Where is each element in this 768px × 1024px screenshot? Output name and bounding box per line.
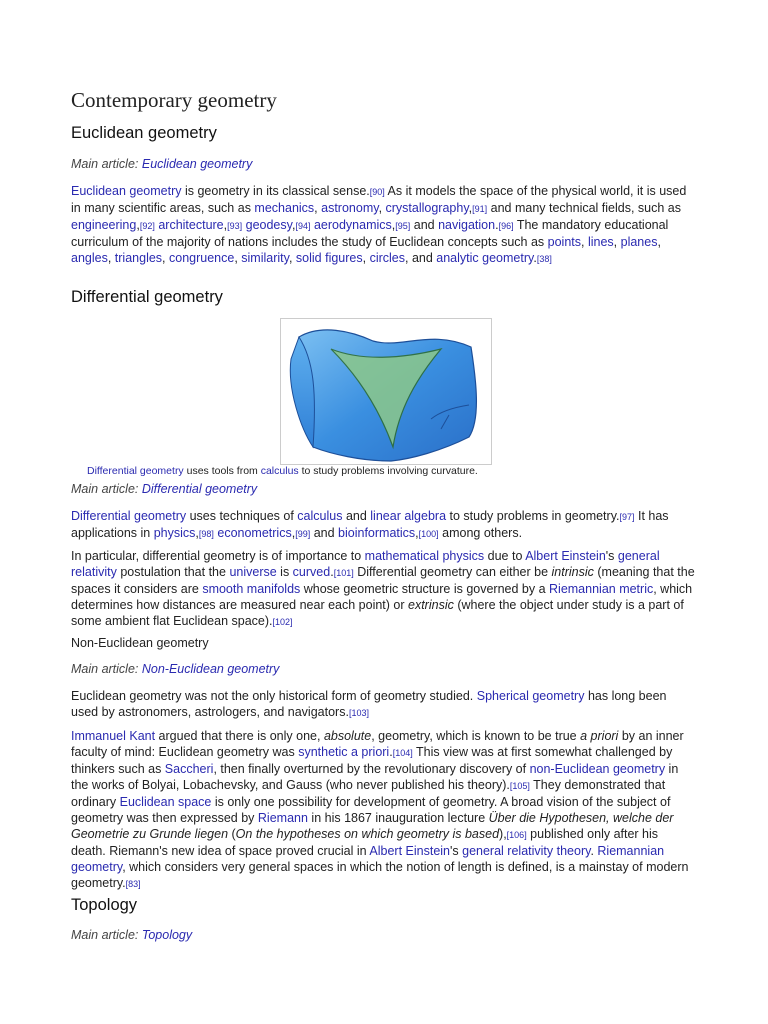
text-run: and [410, 218, 439, 232]
citation-link[interactable]: [90] [369, 187, 385, 197]
text-run: , [657, 235, 661, 249]
citation-link[interactable]: [106] [506, 830, 527, 840]
citation-link[interactable]: [92] [139, 221, 155, 231]
inline-link[interactable]: physics [153, 526, 196, 540]
text-run: , and [405, 251, 437, 265]
text-run: , [378, 201, 386, 215]
text-run: , [581, 235, 588, 249]
italic-text: a priori [580, 729, 619, 743]
inline-link[interactable]: Differential geometry [71, 509, 187, 523]
inline-link[interactable]: Euclidean space [119, 795, 212, 809]
inline-link[interactable]: Riemannian geometry [71, 844, 665, 874]
citation-link[interactable]: [91] [472, 204, 488, 214]
main-article-differential: Main article: Differential geometry [71, 482, 258, 496]
text-run: by an inner faculty of mind: Euclidean geometry was [71, 729, 684, 759]
page-title: Contemporary geometry [71, 88, 277, 112]
text-run: . [590, 844, 598, 858]
inline-link[interactable]: aerodynamics [313, 218, 392, 232]
italic-text: Über die Hypothesen, welche der Geometrie zu Grunde liegen [71, 811, 674, 841]
inline-link[interactable]: points [547, 235, 581, 249]
text-run: . [389, 745, 393, 759]
main-article-non-euclidean: Main article: Non-Euclidean geometry [71, 662, 280, 676]
text-run: has long been used by astronomers, astrologers, and navigators. [71, 689, 667, 719]
text-run: It has applications in [71, 509, 669, 540]
text-run: and many technical fields, such as [487, 201, 682, 215]
citation-link[interactable]: [83] [125, 879, 141, 889]
paragraph-differential-1 [71, 508, 696, 542]
citation-link[interactable]: [96] [498, 221, 514, 231]
text-run: , [468, 201, 473, 215]
citation-link[interactable]: [98] [198, 529, 214, 539]
inline-link[interactable]: angles [71, 251, 108, 265]
text-run: in the works of Bolyai, Lobachevsky, and Gauss (who never published his theory). [71, 762, 679, 792]
citation-link[interactable]: [105] [509, 781, 530, 791]
main-article-link-euclidean[interactable]: Euclidean geometry [141, 157, 253, 171]
text-run: ( [228, 827, 236, 841]
inline-link[interactable]: similarity [241, 251, 289, 265]
inline-link[interactable]: Albert Einstein [369, 844, 451, 858]
italic-text: intrinsic [551, 565, 594, 579]
text-run: to study problems involving curvature. [298, 465, 478, 477]
text-run: uses tools from [183, 465, 261, 477]
citation-link[interactable]: [94] [295, 221, 311, 231]
citation-link[interactable]: [93] [227, 221, 243, 231]
text-run: is geometry in its classical sense. [181, 184, 370, 198]
text-run: , [288, 251, 296, 265]
text-run: . [330, 565, 334, 579]
text-run: , geometry, which is known to be true [371, 729, 581, 743]
text-run: , [391, 218, 396, 232]
inline-link[interactable]: lines [587, 235, 614, 249]
text-run: , [195, 526, 199, 540]
subheading-non-euclidean: Non-Euclidean geometry [71, 636, 209, 650]
italic-text: On the hypotheses on which geometry is based [235, 827, 500, 841]
text-run: is only one possibility for development of geometry. A broad vision of the subject of geometry was then expressed by [71, 795, 671, 825]
text-run: and [310, 526, 339, 540]
inline-link[interactable]: Euclidean geometry [71, 184, 182, 198]
text-run: . [533, 251, 537, 265]
inline-link[interactable]: mechanics [254, 201, 315, 215]
text-run: published only after his death. Riemann's new idea of space proved crucial in [71, 827, 659, 858]
text-run: postulation that the [116, 565, 230, 579]
text-run: , [362, 251, 370, 265]
section-heading-euclidean: Euclidean geometry [71, 124, 217, 142]
inline-link[interactable]: linear algebra [370, 509, 447, 523]
inline-link[interactable]: Saccheri [164, 762, 214, 776]
citation-link[interactable]: [38] [536, 254, 552, 264]
text-run: , which considers very general spaces in which the notion of length is defined, is a mainstay of modern geometry. [71, 860, 689, 890]
main-article-topology: Main article: Topology [71, 928, 193, 942]
inline-link[interactable]: Differential geometry [87, 465, 184, 477]
text-run: , [291, 526, 296, 540]
figure-caption [87, 465, 478, 477]
citation-link[interactable]: [100] [418, 529, 439, 539]
paragraph-non-euclidean-1 [71, 688, 696, 721]
inline-link[interactable]: planes [620, 235, 658, 249]
inline-link[interactable]: bioinformatics [338, 526, 416, 540]
text-run: (meaning that the spaces it considers are [71, 565, 695, 596]
text-run: due to [484, 549, 526, 563]
inline-link[interactable]: geodesy [245, 218, 292, 232]
text-run: , [136, 218, 140, 232]
inline-link[interactable]: astronomy [321, 201, 379, 215]
inline-link[interactable]: analytic geometry [436, 251, 534, 265]
text-run: As it models the space of the physical world, it is used in many scientific areas, such as [71, 184, 687, 215]
inline-link[interactable]: Riemann [257, 811, 308, 825]
text-run: uses techniques of [186, 509, 298, 523]
inline-link[interactable]: smooth manifolds [202, 582, 301, 596]
saddle-surface-image [281, 319, 491, 464]
main-article-link-topology[interactable]: Topology [141, 928, 193, 942]
text-run: . [495, 218, 499, 232]
text-run: , [613, 235, 621, 249]
paragraph-non-euclidean-2 [71, 728, 696, 892]
text-run: is [276, 565, 293, 579]
text-run: argued that there is only one, [155, 729, 324, 743]
citation-link[interactable]: [95] [395, 221, 411, 231]
text-run: , then finally overturned by the revolutionary discovery of [213, 762, 530, 776]
inline-link[interactable]: Riemannian metric [549, 582, 654, 596]
citation-link[interactable]: [101] [333, 568, 354, 578]
section-heading-differential: Differential geometry [71, 288, 223, 306]
inline-link[interactable]: architecture [158, 218, 224, 232]
citation-link[interactable]: [99] [295, 529, 311, 539]
inline-link[interactable]: Immanuel Kant [71, 729, 156, 743]
inline-link[interactable]: econometrics [217, 526, 292, 540]
text-run: In particular, differential geometry is of importance to [71, 549, 365, 563]
inline-link[interactable]: general relativity theory [462, 844, 591, 858]
text-run: 's [450, 844, 463, 858]
text-run: The mandatory educational curriculum of the majority of nations includes the study of Euclidean concepts such as [71, 218, 669, 249]
inline-link[interactable]: Albert Einstein [525, 549, 606, 563]
section-heading-topology: Topology [71, 896, 138, 914]
inline-link[interactable]: calculus [260, 465, 299, 477]
text-run: They demonstrated that ordinary [71, 778, 666, 809]
inline-link[interactable]: congruence [169, 251, 235, 265]
text-run: among others. [438, 526, 523, 540]
text-run: , [162, 251, 169, 265]
citation-link[interactable]: [97] [619, 512, 635, 522]
text-run: , [314, 201, 322, 215]
inline-link[interactable]: synthetic a priori [298, 745, 390, 759]
differential-geometry-figure [280, 318, 492, 465]
inline-link[interactable]: triangles [114, 251, 163, 265]
text-run: Euclidean geometry was not the only historical form of geometry studied. [71, 689, 477, 703]
inline-link[interactable]: crystallography [385, 201, 469, 215]
inline-link[interactable]: circles [369, 251, 405, 265]
inline-link[interactable]: calculus [297, 509, 343, 523]
text-run: , [107, 251, 115, 265]
inline-link[interactable]: engineering [71, 218, 137, 232]
paragraph-euclidean-1 [71, 183, 696, 267]
text-run: ), [499, 827, 507, 841]
main-article-euclidean: Main article: Euclidean geometry [71, 157, 253, 171]
paragraph-differential-2 [71, 548, 696, 630]
inline-link[interactable]: navigation [438, 218, 496, 232]
italic-text: extrinsic [408, 598, 454, 612]
inline-link[interactable]: curved [292, 565, 331, 579]
inline-link[interactable]: mathematical physics [364, 549, 485, 563]
text-run: , [291, 218, 296, 232]
text-run: to study problems in geometry. [446, 509, 620, 523]
text-run: and [342, 509, 371, 523]
text-run: 's [605, 549, 618, 563]
inline-link[interactable]: solid figures [295, 251, 363, 265]
citation-link[interactable]: [103] [348, 708, 369, 718]
inline-link[interactable]: universe [229, 565, 277, 579]
text-run: , [234, 251, 242, 265]
inline-link[interactable]: non-Euclidean geometry [529, 762, 666, 776]
inline-link[interactable]: general relativity [71, 549, 660, 579]
main-article-link-differential[interactable]: Differential geometry [141, 482, 258, 496]
text-run: (where the object under study is a part of some ambient flat Euclidean space). [71, 598, 684, 628]
text-run: whose geometric structure is governed by a [300, 582, 550, 596]
citation-link[interactable]: [102] [272, 617, 293, 627]
text-run: , [223, 218, 228, 232]
text-run: , [415, 526, 419, 540]
text-run: , which determines how distances are measured near each point) or [71, 582, 693, 612]
text-run: Differential geometry can either be [353, 565, 552, 579]
italic-text: absolute [323, 729, 372, 743]
text-run: in his 1867 inauguration lecture [307, 811, 489, 825]
text-run: This view was at first somewhat challenged by thinkers such as [71, 745, 673, 776]
citation-link[interactable]: [104] [392, 748, 413, 758]
main-article-link-non-euclidean[interactable]: Non-Euclidean geometry [141, 662, 280, 676]
inline-link[interactable]: Spherical geometry [476, 689, 585, 703]
